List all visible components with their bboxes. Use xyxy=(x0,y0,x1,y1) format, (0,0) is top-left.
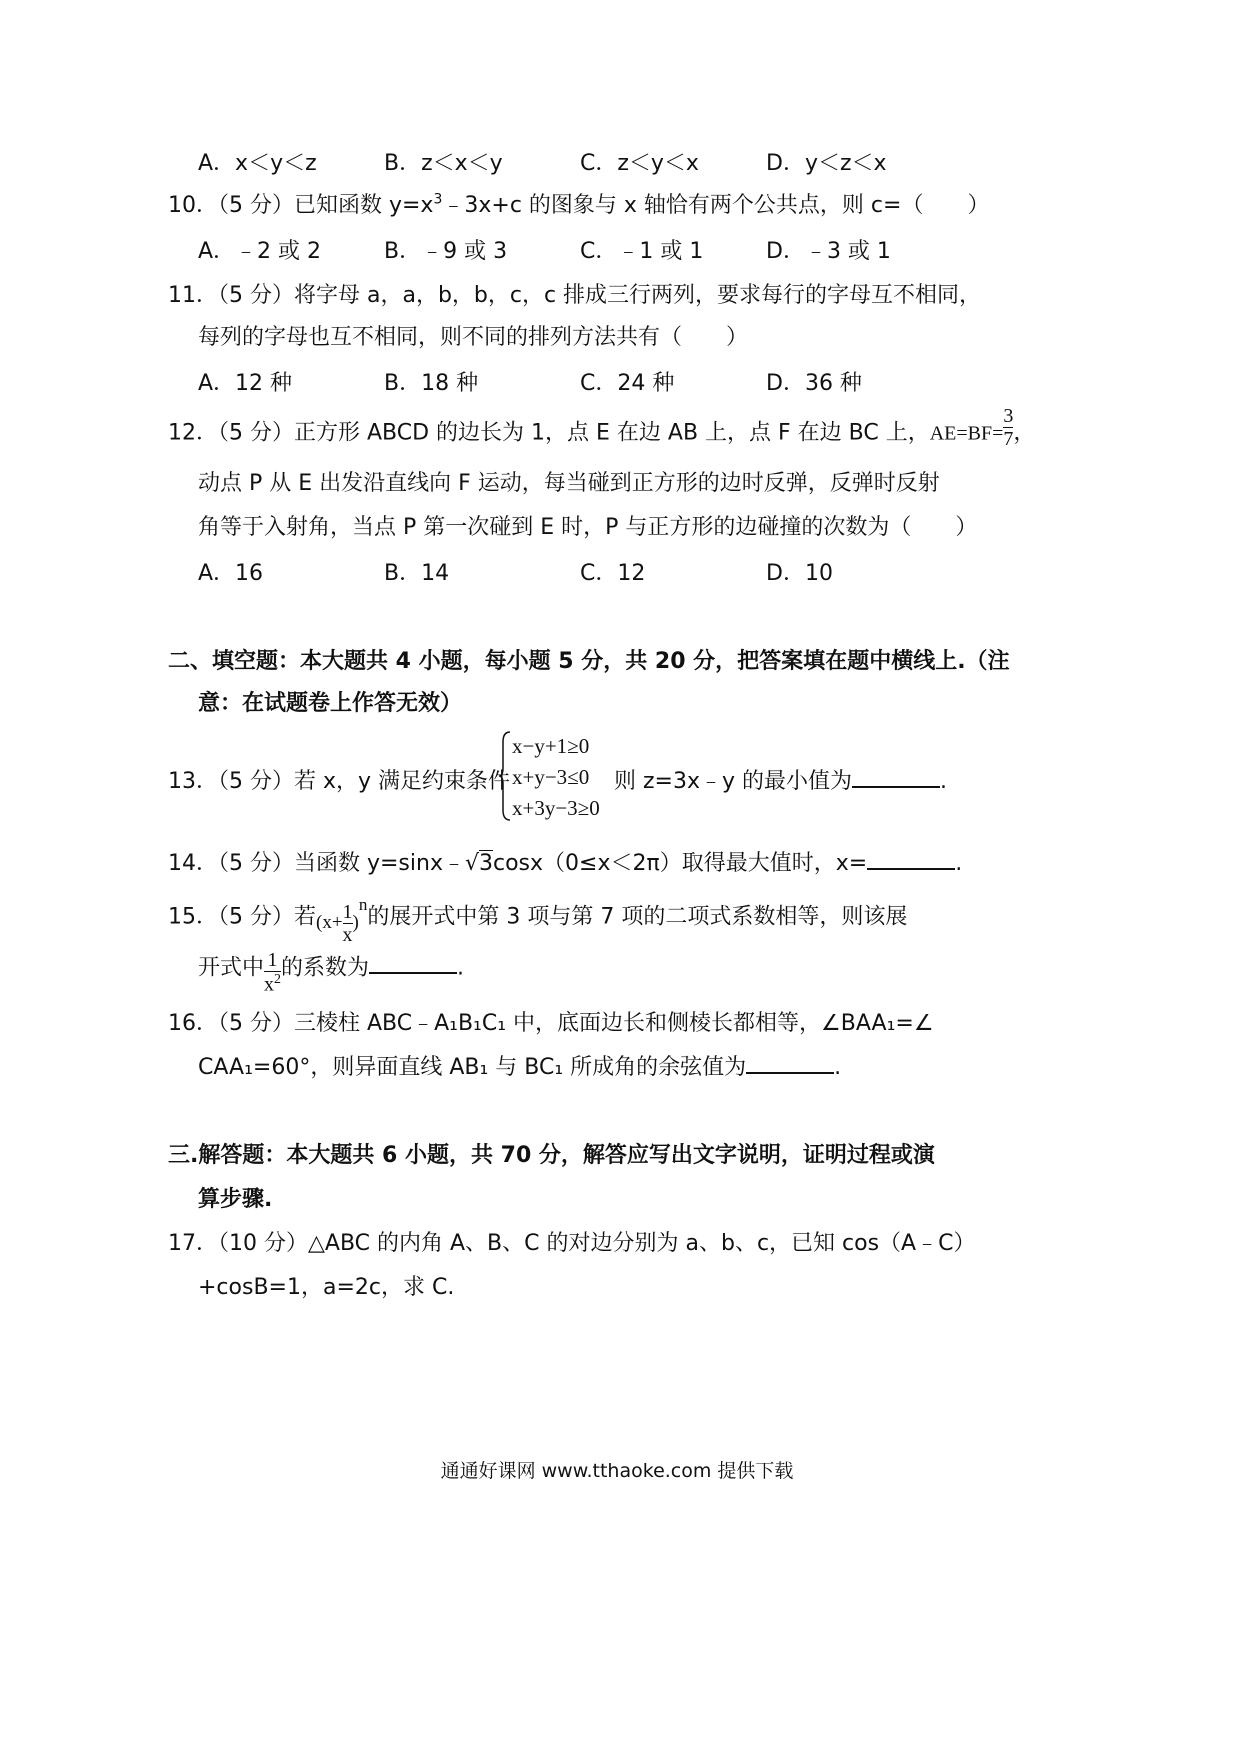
q13-suffix xyxy=(614,764,947,795)
q13-brace xyxy=(498,730,512,822)
q15-binom-close: ) xyxy=(352,911,359,933)
q15-binom-open: (x+ xyxy=(316,911,343,933)
q15-frac2-den: $x^2$ xyxy=(264,972,282,996)
q15-prefix: 15．（5 分）若 xyxy=(168,904,316,930)
q13-answer-blank[interactable] xyxy=(852,766,940,788)
q10-option-a: A．﹣2 或 2 xyxy=(198,239,322,264)
q16-line1: 16．（5 分）三棱柱 ABC﹣A₁B₁C₁ 中，底面边长和侧棱长都相等，∠BAA₁=∠ xyxy=(168,1011,934,1036)
q12-fraction xyxy=(1003,406,1013,449)
q10-stem xyxy=(168,188,989,219)
q14-stem xyxy=(168,846,962,877)
section2-heading-line1: 二、填空题：本大题共 4 小题，每小题 5 分，共 20 分，把答案填在题中横线上.（注 xyxy=(168,649,1010,674)
page-footer: 通通好课网 www.tthaoke.com 提供下载 xyxy=(440,1460,794,1482)
q9-option-a: A．x＜y＜z xyxy=(198,151,317,176)
q15-fraction2 xyxy=(264,950,281,995)
q12-option-d: D．10 xyxy=(766,561,833,586)
q13-prefix: 13．（5 分）若 x，y 满足约束条件 xyxy=(168,769,511,794)
q13-constraint-3: x+3y−3≥0 xyxy=(512,796,600,820)
q15-exp: n xyxy=(358,894,368,914)
q11-option-c: C．24 种 xyxy=(580,371,675,396)
q14-suffix: cosx（0≤x＜2π）取得最大值时，x= xyxy=(493,851,868,876)
q12-line1-end: ， xyxy=(1013,420,1036,446)
q16-answer-blank[interactable] xyxy=(746,1052,834,1074)
q13-end: . xyxy=(940,769,948,794)
q11-option-b: B．18 种 xyxy=(384,371,479,396)
q15-suffix: 的展开式中第 3 项与第 7 项的二项式系数相等，则该展 xyxy=(367,904,908,930)
sqrt-icon: √ xyxy=(464,851,479,876)
q14-end: . xyxy=(955,851,963,876)
q16-line2-text: CAA₁=60°，则异面直线 AB₁ 与 BC₁ 所成角的余弦值为 xyxy=(198,1055,747,1080)
q12-option-c: C．12 xyxy=(580,561,646,586)
q12-option-b: B．14 xyxy=(384,561,450,586)
q10-stem-prefix: 10．（5 分）已知函数 y=x xyxy=(168,193,434,218)
q13-constraint-1: x−y+1≥0 xyxy=(512,734,590,758)
q15-frac-den: x xyxy=(342,924,353,946)
section3-heading-line2: 算步骤. xyxy=(198,1187,273,1212)
q15-frac-num: 1 xyxy=(342,901,353,923)
q10-option-c: C．﹣1 或 1 xyxy=(580,239,704,264)
q15-line2-prefix: 开式中 xyxy=(198,955,265,981)
q10-option-d: D．﹣3 或 1 xyxy=(766,239,891,264)
q12-line2: 动点 P 从 E 出发沿直线向 F 运动，每当碰到正方形的边时反弹，反弹时反射 xyxy=(198,471,940,496)
q12-line3: 角等于入射角，当点 P 第一次碰到 E 时，P 与正方形的边碰撞的次数为（ ） xyxy=(198,515,978,540)
q15-frac2-num: 1 xyxy=(267,949,278,971)
q10-option-b: B．﹣9 或 3 xyxy=(384,239,508,264)
q13-constraint-2: x+y−3≤0 xyxy=(512,765,590,789)
q12-frac-den: 7 xyxy=(1003,428,1014,450)
q15-line2-suffix: 的系数为 xyxy=(281,955,370,981)
q12-line1-text: 12．（5 分）正方形 ABCD 的边长为 1，点 E 在边 AB 上，点 F 在边 BC 上， xyxy=(168,420,930,446)
q15-fraction xyxy=(343,902,353,945)
q9-option-d: D．y＜z＜x xyxy=(766,151,887,176)
q14-sqrt-arg: 3 xyxy=(479,851,493,876)
q15-line2 xyxy=(198,946,465,996)
q12-option-a: A．16 xyxy=(198,561,264,586)
q17-line2: +cosB=1，a=2c，求 C. xyxy=(198,1275,455,1300)
q14-answer-blank[interactable] xyxy=(867,848,955,870)
q13-suffix-text: 则 z=3x﹣y 的最小值为 xyxy=(614,769,853,794)
q10-stem-exp: 3 xyxy=(433,191,443,208)
q15-line1 xyxy=(168,894,908,946)
q12-math-lhs: AE=BF= xyxy=(929,422,1004,445)
q15-end: . xyxy=(457,955,465,981)
q11-option-d: D．36 种 xyxy=(766,371,862,396)
q11-line2: 每列的字母也互不相同，则不同的排列方法共有（ ） xyxy=(198,325,749,350)
q15-answer-blank[interactable] xyxy=(369,952,457,974)
q17-line1: 17．（10 分）△ABC 的内角 A、B、C 的对边分别为 a、b、c，已知 cos（A﹣C） xyxy=(168,1231,976,1256)
q9-option-c: C．z＜y＜x xyxy=(580,151,699,176)
q12-line1 xyxy=(168,405,1036,455)
q16-line2 xyxy=(198,1050,841,1081)
section3-heading-line1: 三.解答题：本大题共 6 小题，共 70 分，解答应写出文字说明，证明过程或演 xyxy=(168,1143,935,1168)
q12-frac-num: 3 xyxy=(1003,405,1014,427)
q11-option-a: A．12 种 xyxy=(198,371,293,396)
q9-option-b: B．z＜x＜y xyxy=(384,151,503,176)
section2-heading-line2: 意：在试题卷上作答无效） xyxy=(198,691,463,716)
q16-end: . xyxy=(834,1055,842,1080)
q11-line1: 11．（5 分）将字母 a，a，b，b，c，c 排成三行两列，要求每行的字母互不相同， xyxy=(168,283,982,308)
q14-prefix: 14．（5 分）当函数 y=sinx﹣ xyxy=(168,851,465,876)
q10-stem-suffix: ﹣3x+c 的图象与 x 轴恰有两个公共点，则 c=（ ） xyxy=(442,193,990,218)
